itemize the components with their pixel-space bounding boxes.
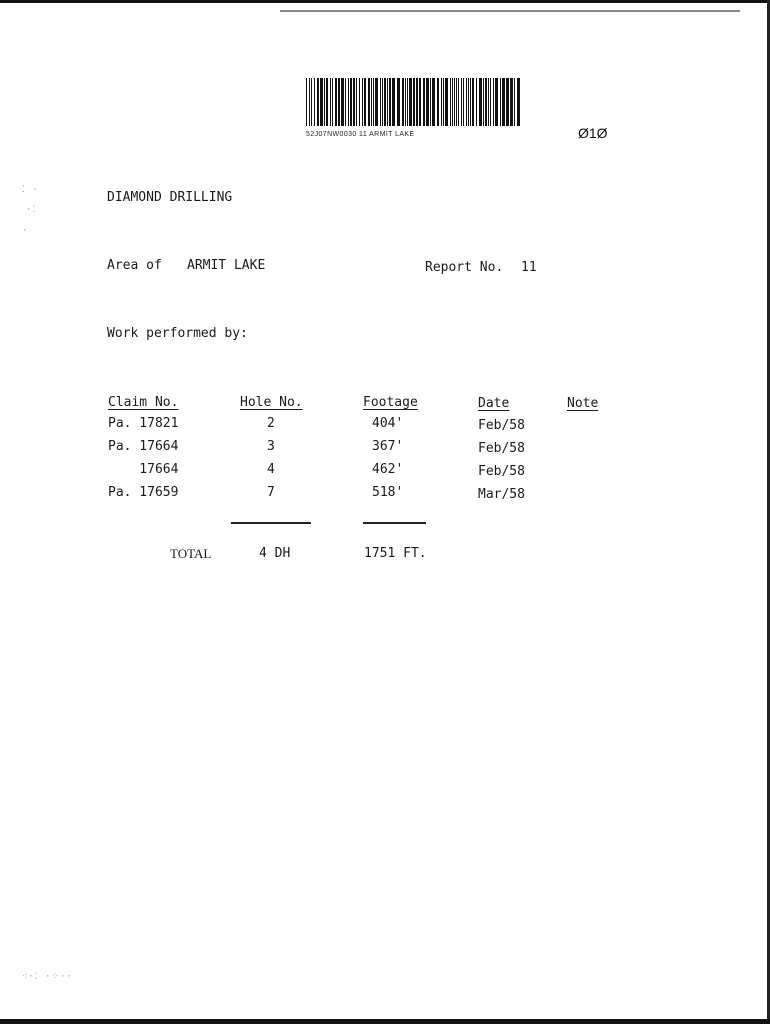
- area-label: Area of: [107, 258, 162, 273]
- cell-date: Feb/58: [478, 441, 525, 456]
- cell-claim: Pa. 17821: [108, 416, 179, 431]
- cell-hole: 3: [267, 439, 275, 454]
- scan-noise: ·⁚: [26, 205, 37, 215]
- area-value: ARMIT LAKE: [187, 258, 266, 273]
- cell-date: Mar/58: [478, 487, 525, 502]
- cell-date: Feb/58: [478, 418, 525, 433]
- cell-hole: 4: [267, 462, 275, 477]
- total-label: TOTAL: [170, 546, 212, 561]
- cell-hole: 7: [267, 485, 275, 500]
- scan-noise: ·: [22, 226, 29, 236]
- barcode: [306, 78, 522, 126]
- header-footage: Footage: [363, 395, 418, 410]
- report-label: Report No.: [425, 260, 504, 275]
- scan-noise: ⁚ ·: [22, 185, 39, 195]
- total-holes: 4 DH: [259, 546, 291, 561]
- scan-edge-top: [0, 0, 770, 3]
- header-date: Date: [478, 396, 510, 411]
- cell-footage: 367': [372, 439, 404, 454]
- cell-claim: 17664: [108, 462, 179, 477]
- scan-edge-bottom: [0, 1019, 770, 1024]
- cell-hole: 2: [267, 416, 275, 431]
- cell-claim: Pa. 17664: [108, 439, 179, 454]
- report-number: 11: [521, 260, 537, 275]
- total-footage: 1751 FT.: [364, 546, 427, 561]
- cell-claim: Pa. 17659: [108, 485, 179, 500]
- header-claim: Claim No.: [108, 395, 179, 410]
- header-note: Note: [567, 396, 599, 411]
- barcode-caption: 52J07NW0030 11 ARMIT LAKE: [306, 131, 415, 138]
- performed-by-label: Work performed by:: [107, 326, 248, 341]
- cell-footage: 462': [372, 462, 404, 477]
- header-hole: Hole No.: [240, 395, 303, 410]
- cell-footage: 404': [372, 416, 404, 431]
- scan-artifact-line: [280, 10, 740, 12]
- scan-noise: ⁖·⁚ ·⁘··: [22, 972, 73, 982]
- cell-date: Feb/58: [478, 464, 525, 479]
- document-title: DIAMOND DRILLING: [107, 190, 233, 205]
- total-rule-footage: [363, 522, 426, 524]
- page-code: Ø1Ø: [578, 125, 608, 141]
- cell-footage: 518': [372, 485, 404, 500]
- total-rule-holes: [231, 522, 311, 524]
